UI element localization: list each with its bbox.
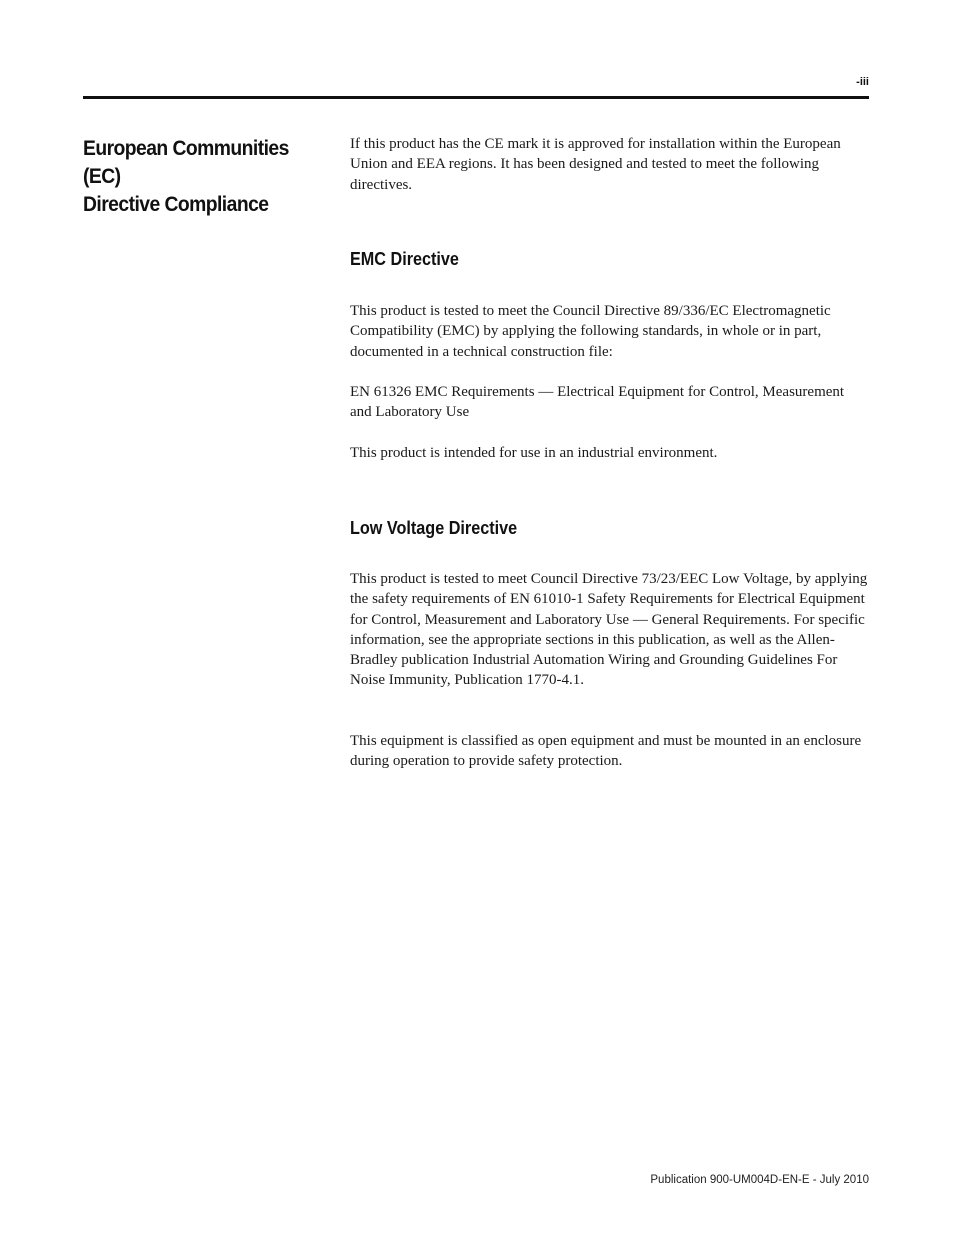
emc-heading: EMC Directive [350,249,459,269]
emc-paragraph-1: This product is tested to meet the Council Directive 89/336/EC Electromagnetic Compatibility (EMC) by applying the following standards, in whole or in part, documented in a technical construction file: [350,303,831,360]
lvd-heading-block [350,517,868,539]
lvd-paragraph-1-block [350,569,868,691]
section-heading [83,135,322,219]
page-number: -iii [856,76,869,88]
emc-paragraph-2: EN 61326 EMC Requirements — Electrical Equipment for Control, Measurement and Laboratory Use [350,384,845,421]
section-heading-line2: Directive Compliance [83,193,269,216]
section-heading-line1: European Communities (EC) [83,137,289,188]
emc-heading-block [350,248,868,270]
intro-block [350,134,868,195]
emc-paragraph-3-block [350,443,868,463]
low-voltage-heading: Low Voltage Directive [350,518,518,538]
lvd-paragraph-2-block [350,731,868,772]
low-voltage-paragraph-1: This product is tested to meet Council Directive 73/23/EEC Low Voltage, by applying the safety requirements of EN 61010-1 Safety Requirements for Electrical Equipment for Control, Measurement and Laboratory Use — General Requirements. For specific information, see the appropriate sections in this publication, as well as the Allen-Bradley publication Industrial Automation Wiring and Grounding Guidelines For Noise Immunity, Publication 1770-4.1. [350,571,868,689]
header-rule [83,96,869,99]
low-voltage-paragraph-2: This equipment is classified as open equipment and must be mounted in an enclosure during operation to provide safety protection. [350,733,862,770]
emc-paragraph-2-block [350,382,868,423]
intro-paragraph: If this product has the CE mark it is approved for installation within the European Union and EEA regions. It has been designed and tested to meet the following directives. [350,136,841,193]
publication-footer: Publication 900-UM004D-EN-E - July 2010 [650,1174,869,1186]
emc-paragraph-3: This product is intended for use in an industrial environment. [350,445,718,461]
emc-paragraph-1-block [350,301,868,362]
